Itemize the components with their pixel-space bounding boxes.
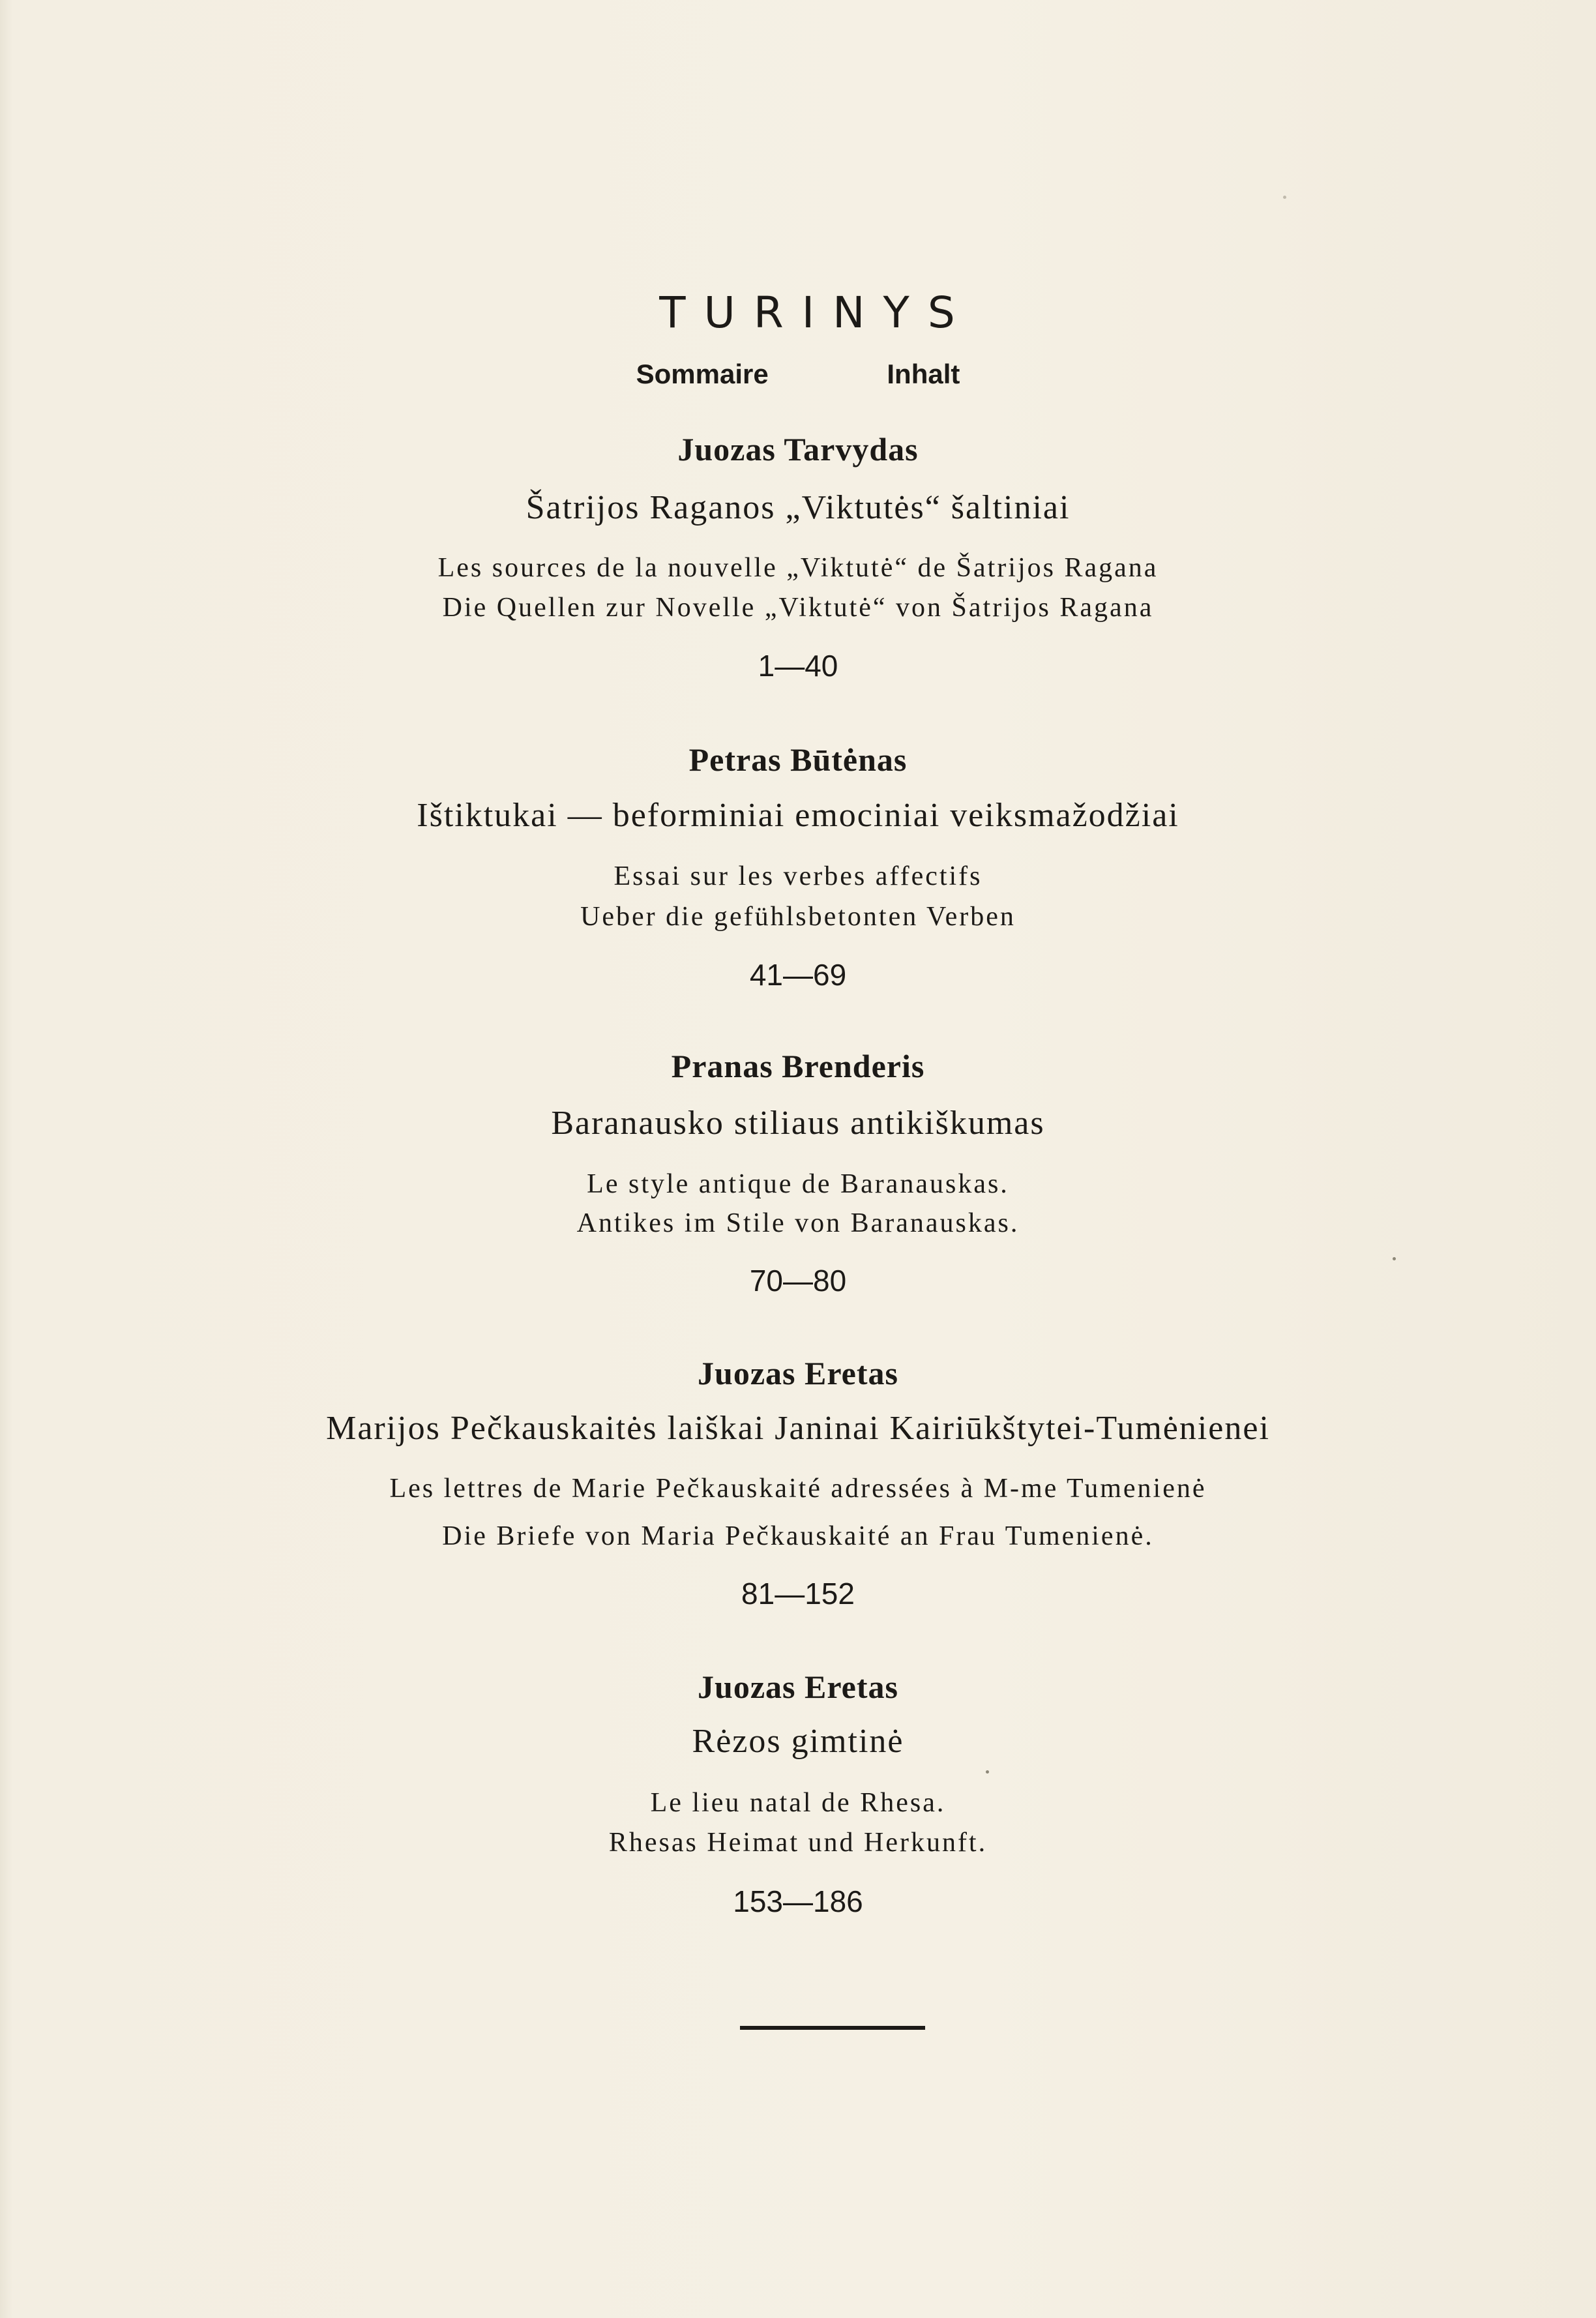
paper-speck	[1283, 196, 1286, 199]
entry-2-title-de: Ueber die gefühlsbetonten Verben	[580, 902, 1016, 932]
entry-1-pages: 1—40	[758, 649, 838, 683]
entry-1-title-de: Die Quellen zur Novelle „Viktutė“ von Šatrijos Ragana	[442, 593, 1154, 623]
entry-2-pages: 41—69	[749, 958, 847, 992]
entry-3-title-fr: Le style antique de Baranauskas.	[587, 1169, 1009, 1199]
entry-4-pages: 81—152	[741, 1577, 855, 1611]
page-subtitles	[0, 357, 1596, 391]
subtitle-french: Sommaire	[636, 359, 769, 389]
entry-5-title-fr: Le lieu natal de Rhesa.	[650, 1788, 946, 1818]
entry-5-title: Rėzos gimtinė	[692, 1723, 904, 1760]
entry-1-title-fr: Les sources de la nouvelle „Viktutė“ de Šatrijos Ragana	[437, 553, 1159, 583]
entry-4-title-fr: Les lettres de Marie Pečkauskaité adressées à M-me Tumenienė	[389, 1474, 1207, 1504]
subtitle-german: Inhalt	[887, 359, 960, 389]
entry-5-pages: 153—186	[733, 1884, 863, 1918]
paper-speck	[1393, 1257, 1396, 1260]
entry-3-title: Baranausko stiliaus antikiškumas	[551, 1105, 1045, 1142]
entry-5-author: Juozas Eretas	[698, 1669, 898, 1705]
entry-5-title-de: Rhesas Heimat und Herkunft.	[608, 1828, 988, 1858]
paper-speck	[986, 1770, 989, 1774]
page-title: TURINYS	[659, 288, 973, 338]
entry-2-title: Ištiktukai — beforminiai emociniai veiksmažodžiai	[417, 797, 1179, 834]
entry-4-title-de: Die Briefe von Maria Pečkauskaité an Frau Tumenienė.	[442, 1521, 1154, 1551]
entry-3-author: Pranas Brenderis	[671, 1048, 925, 1084]
entry-2-title-fr: Essai sur les verbes affectifs	[613, 861, 983, 891]
entry-3-title-de: Antikes im Stile von Baranauskas.	[576, 1208, 1020, 1238]
entry-4-author: Juozas Eretas	[698, 1355, 898, 1391]
closing-rule	[740, 2026, 925, 2030]
entry-2-author: Petras Būtėnas	[688, 741, 908, 778]
entry-3-pages: 70—80	[749, 1264, 847, 1298]
entry-1-title: Šatrijos Raganos „Viktutės“ šaltiniai	[525, 489, 1071, 526]
entry-1-author: Juozas Tarvydas	[677, 431, 919, 468]
entry-4-title: Marijos Pečkauskaitės laiškai Janinai Kairiūkštytei-Tumėnienei	[326, 1410, 1270, 1447]
